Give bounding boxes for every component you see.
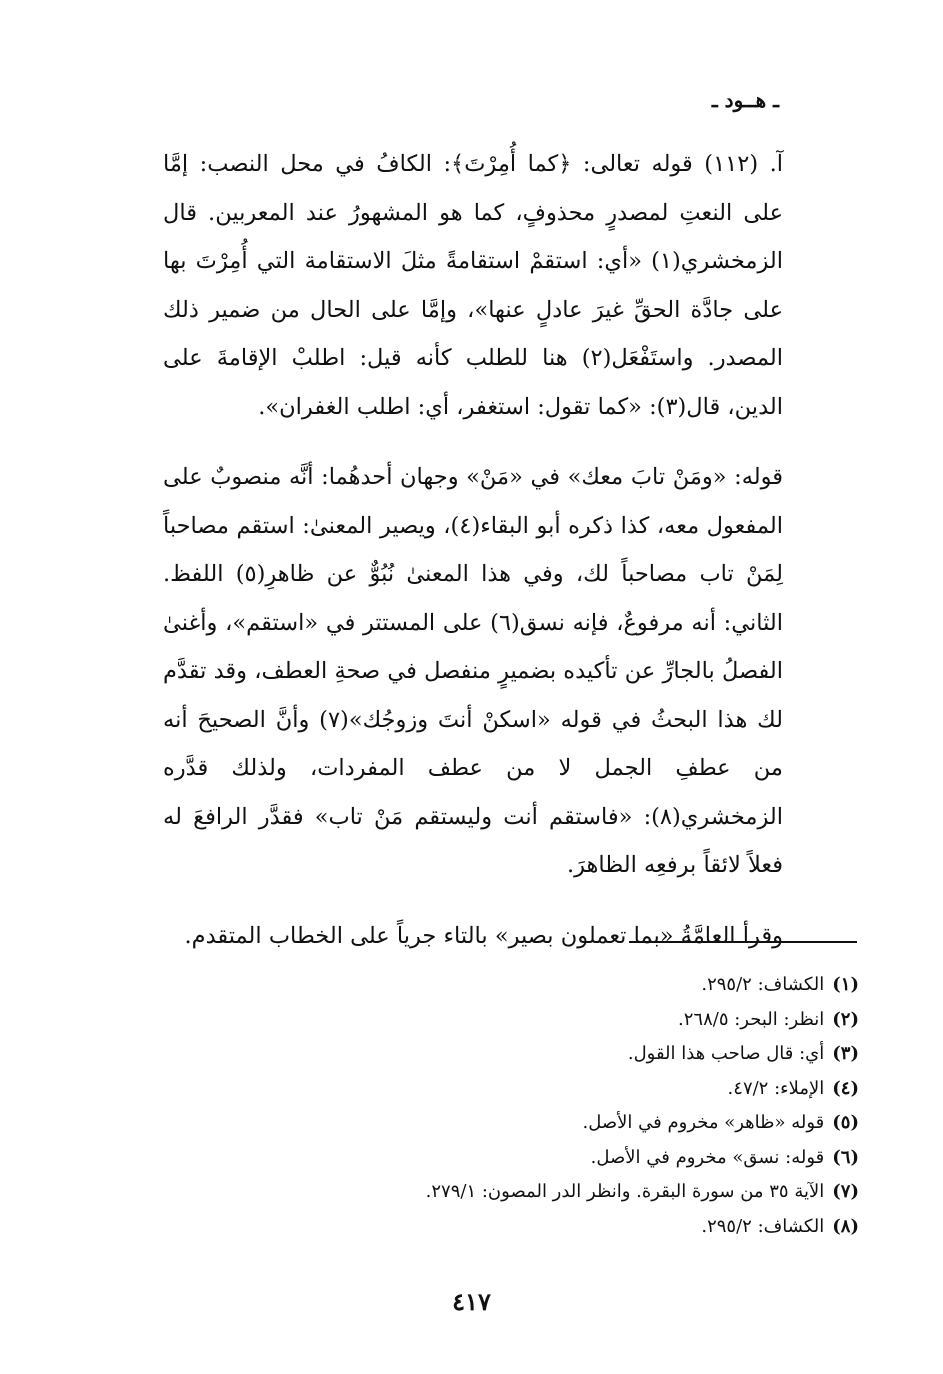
- footnote-text: الكشاف: ٢٩٥/٢.: [701, 1215, 825, 1237]
- footnote-number: (٤): [832, 1077, 859, 1099]
- footnote-item: [159, 1141, 859, 1176]
- running-header: ـ هــود ـ: [711, 88, 779, 112]
- footnote-number: (٢): [832, 1008, 859, 1030]
- page-number: ٤١٧: [452, 1287, 491, 1316]
- main-text: [163, 140, 783, 960]
- footnote-number: (٣): [832, 1043, 859, 1064]
- paragraph-qiraa: وقرأ العامَّةُ «بما تعملون بصير» بالتاء جرياً على الخطاب المتقدم.: [184, 922, 783, 949]
- footnote-item: [159, 1175, 859, 1210]
- footnote-number: (٧): [832, 1181, 859, 1202]
- paragraph-gap: [163, 890, 783, 912]
- footnote-item: [159, 1210, 859, 1245]
- footnote-item: [159, 968, 859, 1003]
- paragraph-verse-112: آ. (١١٢) قوله تعالى: ﴿كما أُمِرْتَ﴾: الكافُ في محل النصب: إمَّا على النعتِ لمصدرٍ محذوفٍ، كما هو المشهورُ عند المعربين. قال الزمخشري(١) «أي: استقمْ استقامةً مثلَ الاستقامة التي أُمِرْتَ بها على جادَّة الحقِّ غيرَ عادلٍ عنها»، وإمَّا على الحال من ضمير ذلك المصدر. واستَفْعَل(٢) هنا للطلب كأنه قيل: اطلبْ الإقامةَ على الدين، قال(٣): «كما تقول: استغفر، أي: اطلب الغفران».: [163, 151, 783, 420]
- footnote-item: [159, 1037, 859, 1072]
- footnotes-list: [159, 968, 859, 1244]
- footnote-number: (٨): [832, 1215, 859, 1237]
- footnote-text: انظر: البحر: ٢٦٨/٥.: [678, 1008, 825, 1030]
- footnote-number: (٥): [832, 1112, 859, 1133]
- footnote-text: قوله: نسق» مخروم في الأصل.: [590, 1146, 825, 1168]
- footnote-text: الإملاء: ٤٧/٢.: [727, 1077, 825, 1099]
- paragraph-man-taba: قوله: «ومَنْ تابَ معك» في «مَنْ» وجهان أحدهُما: أنَّه منصوبٌ على المفعول معه، كذا ذكره أبو البقاء(٤)، ويصير المعنىٰ: استقم مصاحباً لِمَنْ تاب مصاحباً لك، وفي هذا المعنىٰ نُبُوٌّ عن ظاهرِ(٥) اللفظ. الثاني: أنه مرفوعٌ، فإنه نسق(٦) على المستتر في «استقم»، وأغنىٰ الفصلُ بالجارِّ عن تأكيده بضميرٍ منفصل في صحةِ العطف، وقد تقدَّم لك هذا البحثُ في قوله «اسكنْ أنتَ وزوجُك»(٧) وأنَّ الصحيحَ أنه من عطفِ الجمل لا من عطف المفردات، ولذلك قدَّره الزمخشري(٨): «فاستقم أنت وليستقم مَنْ تاب» فقدَّر الرافعَ له فعلاً لائقاً برفعِه الظاهرَ.: [163, 464, 783, 878]
- footnote-number: (٦): [832, 1146, 859, 1168]
- footnote-text: الآية ٣٥ من سورة البقرة. وانظر الدر المصون: ٢٧٩/١.: [425, 1181, 825, 1202]
- footnote-number: (١): [832, 974, 859, 995]
- footnote-text: قوله «ظاهر» مخروم في الأصل.: [582, 1112, 825, 1133]
- footnote-divider: [629, 941, 857, 943]
- footnote-item: [159, 1003, 859, 1038]
- footnote-text: أي: قال صاحب هذا القول.: [627, 1043, 825, 1064]
- footnote-item: [159, 1072, 859, 1107]
- paragraph-gap: [163, 431, 783, 453]
- footnote-text: الكشاف: ٢٩٥/٢.: [701, 974, 825, 995]
- footnote-item: [159, 1106, 859, 1141]
